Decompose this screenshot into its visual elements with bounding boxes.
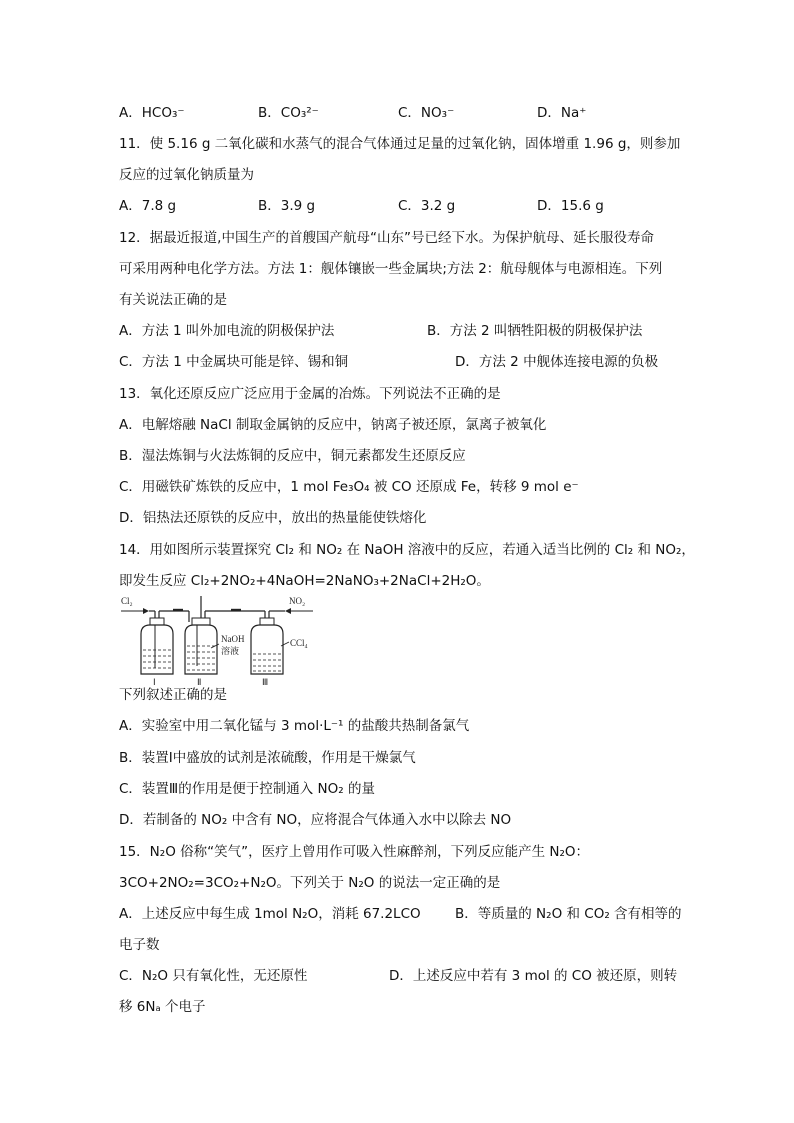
q14-option-b: B．装置Ⅰ中盛放的试剂是浓硫酸，作用是干燥氯气 [119, 750, 416, 766]
bottle-1-label: Ⅰ [153, 677, 156, 686]
q14-stem-line3: 下列叙述正确的是 [119, 687, 227, 703]
q13-option-d: D．铝热法还原铁的反应中，放出的热量能使铁熔化 [119, 510, 427, 526]
bottle-1 [141, 618, 173, 674]
q11-option-a: A．7.8 g [119, 198, 177, 214]
q15-option-a: A．上述反应中每生成 1mol N₂O，消耗 67.2LCO [119, 906, 421, 922]
q15-stem-line2: 3CO+2NO₂=3CO₂+N₂O。下列关于 N₂O 的说法一定正确的是 [119, 875, 501, 891]
ccl4-label: CCl₄ [290, 638, 308, 648]
bottle-2 [185, 618, 219, 674]
q11-option-c: C．3.2 g [398, 198, 456, 214]
q14-stem-line2: 即发生反应 Cl₂+2NO₂+4NaOH=2NaNO₃+2NaCl+2H₂O。 [119, 573, 490, 589]
q10-option-a: A．HCO₃⁻ [119, 105, 185, 121]
q12-option-d: D．方法 2 中舰体连接电源的负极 [455, 354, 659, 370]
q12-stem-line2: 可采用两种电化学方法。方法 1：舰体镶嵌一些金属块;方法 2：航母舰体与电源相连。下列 [119, 261, 663, 277]
q13-option-b: B．湿法炼铜与火法炼铜的反应中，铜元素都发生还原反应 [119, 448, 466, 464]
q14-stem-line1: 14．用如图所示装置探究 Cl₂ 和 NO₂ 在 NaOH 溶液中的反应，若通入适当比例的 Cl₂ 和 NO₂， [119, 542, 695, 558]
q14-option-a: A．实验室中用二氧化锰与 3 mol·L⁻¹ 的盐酸共热制备氯气 [119, 718, 470, 734]
solution-label: 溶液 [221, 646, 240, 656]
q12-stem-line3: 有关说法正确的是 [119, 292, 227, 308]
q12-stem-line1: 12．据最近报道,中国生产的首艘国产航母“山东”号已经下水。为保护航母、延长服役寿命 [119, 230, 654, 246]
bottle-3-label: Ⅲ [262, 677, 269, 686]
q11-stem-line1: 11．使 5.16 g 二氧化碳和水蒸气的混合气体通过足量的过氧化钠，固体增重 1.96 g，则参加 [119, 136, 681, 152]
q10-option-d: D．Na⁺ [537, 105, 587, 121]
q15-option-c: C．N₂O 只有氧化性，无还原性 [119, 968, 308, 984]
q11-option-d: D．15.6 g [537, 198, 604, 214]
apparatus-diagram [119, 594, 315, 686]
q10-option-c: C．NO₃⁻ [398, 105, 455, 121]
cl2-label: Cl₂ [121, 596, 133, 606]
q12-option-c: C．方法 1 中金属块可能是锌、锡和铜 [119, 354, 349, 370]
q15-stem-line1: 15．N₂O 俗称“笑气”，医疗上曾用作可吸入性麻醉剂，下列反应能产生 N₂O： [119, 844, 590, 860]
q11-option-b: B．3.9 g [258, 198, 316, 214]
q13-option-c: C．用磁铁矿炼铁的反应中，1 mol Fe₃O₄ 被 CO 还原成 Fe，转移 9 mol e⁻ [119, 479, 579, 495]
q15-option-d-line2: 移 6Nₐ 个电子 [119, 999, 206, 1015]
q15-option-b-line1: B．等质量的 N₂O 和 CO₂ 含有相等的 [455, 906, 682, 922]
q11-stem-line2: 反应的过氧化钠质量为 [119, 167, 254, 183]
q10-option-b: B．CO₃²⁻ [258, 105, 319, 121]
bottle-3 [251, 618, 289, 674]
q12-option-b: B．方法 2 叫牺牲阳极的阴极保护法 [427, 323, 643, 339]
q13-option-a: A．电解熔融 NaCl 制取金属钠的反应中，钠离子被还原，氯离子被氧化 [119, 417, 547, 433]
q15-option-b-line2: 电子数 [119, 937, 160, 953]
q15-option-d-line1: D．上述反应中若有 3 mol 的 CO 被还原，则转 [389, 968, 678, 984]
q14-option-c: C．装置Ⅲ的作用是便于控制通入 NO₂ 的量 [119, 781, 375, 797]
bottle-2-label: Ⅱ [197, 677, 202, 686]
q14-option-d: D．若制备的 NO₂ 中含有 NO，应将混合气体通入水中以除去 NO [119, 812, 512, 828]
q13-stem: 13．氧化还原反应广泛应用于金属的冶炼。下列说法不正确的是 [119, 386, 501, 402]
naoh-label: NaOH [221, 634, 245, 644]
no2-label: NO₂ [289, 596, 306, 606]
q12-option-a: A．方法 1 叫外加电流的阴极保护法 [119, 323, 335, 339]
